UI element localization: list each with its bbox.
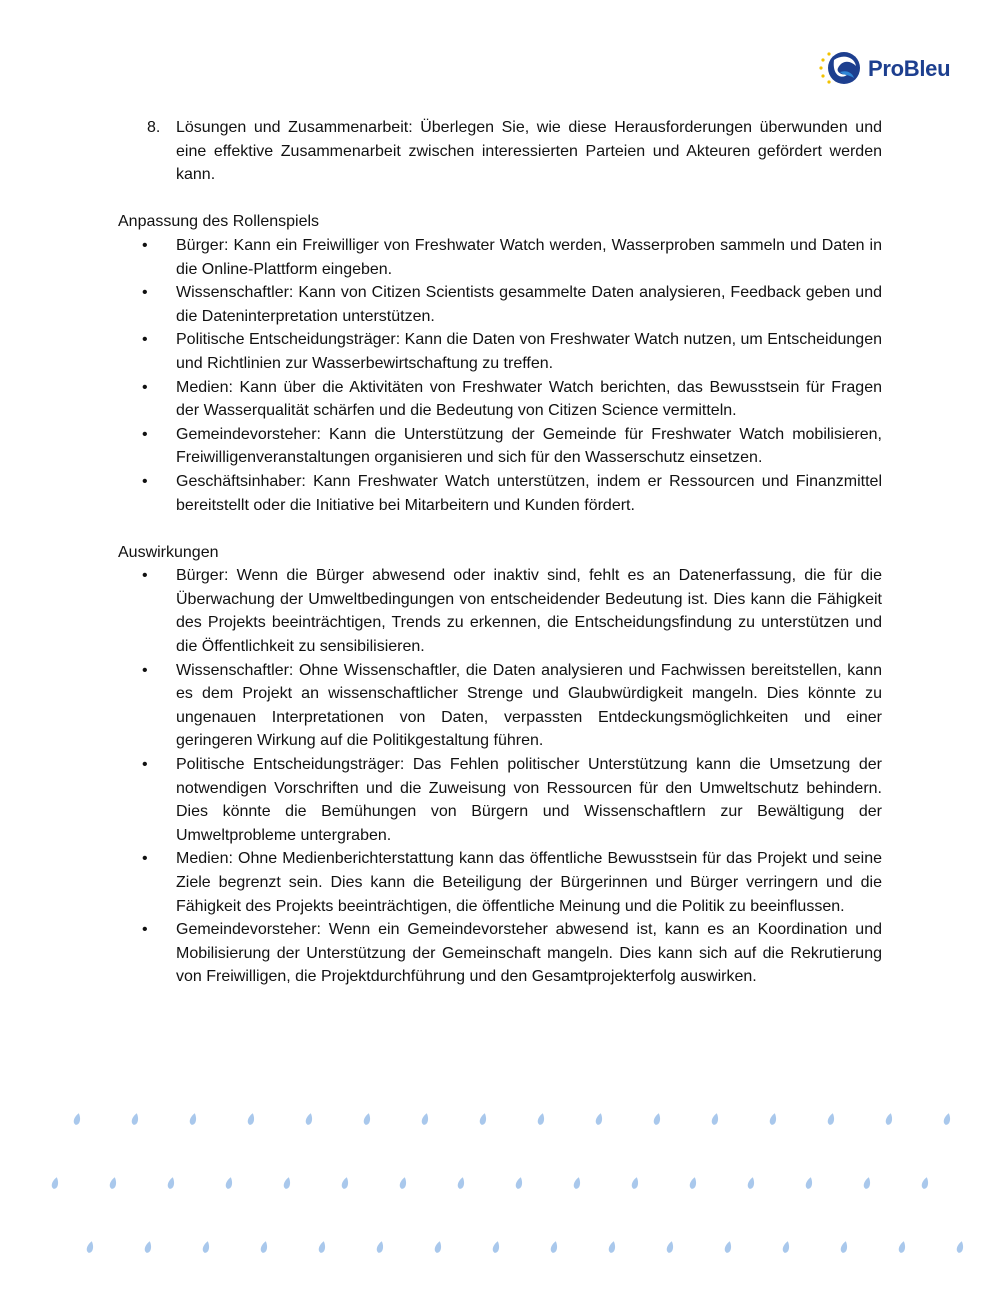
probleu-logo <box>816 46 966 90</box>
bullet: • <box>142 378 148 396</box>
numbered-item <box>118 116 882 187</box>
water-drop-icon <box>305 1112 314 1125</box>
section-heading-auswirkungen: Auswirkungen <box>118 543 219 561</box>
water-drop-icon <box>86 1240 95 1253</box>
water-drop-icon <box>189 1112 198 1125</box>
water-drop-icon <box>260 1240 269 1253</box>
water-drop-icon <box>167 1176 176 1189</box>
water-drop-icon <box>73 1112 82 1125</box>
list-item <box>118 470 882 517</box>
water-drop-icon <box>457 1176 466 1189</box>
list-item-text: Bürger: Wenn die Bürger abwesend oder inaktiv sind, fehlt es an Datenerfassung, die für die Überwachung der Umweltbedingungen von entscheidender Bedeutung ist. Dies kann die Fähigkeit des Projekts beeinträchtigen, Trends zu erkennen, die Entscheidungsfindung zu unterstützen und die Öffentlichkeit zu sensibilisieren. <box>176 567 882 656</box>
list-item-text: Gemeindevorsteher: Wenn ein Gemeindevorsteher abwesend ist, kann es an Koordination und Mobilisierung der Unterstützung der Gemeinschaft mangeln. Dies kann sich auf die Rekrutierung von Freiwilligen, die Projektdurchführung und den Gesamtprojekterfolg auswirken. <box>176 921 882 986</box>
water-drop-icon <box>769 1112 778 1125</box>
water-drop-icon <box>573 1176 582 1189</box>
bullet: • <box>142 756 148 774</box>
water-drop-icon <box>921 1176 930 1189</box>
water-drop-icon <box>863 1176 872 1189</box>
water-drop-icon <box>421 1112 430 1125</box>
water-drop-icon <box>747 1176 756 1189</box>
list-item <box>118 423 882 470</box>
bullet: • <box>142 567 148 585</box>
water-drop-icon <box>492 1240 501 1253</box>
water-drop-icon <box>956 1240 965 1253</box>
water-drop-icon <box>515 1176 524 1189</box>
list-item <box>118 847 882 918</box>
bullet: • <box>142 425 148 443</box>
water-drop-icon <box>363 1112 372 1125</box>
water-drop-icon <box>711 1112 720 1125</box>
list-item <box>118 918 882 989</box>
water-drop-icon <box>898 1240 907 1253</box>
list-item-text: Medien: Kann über die Aktivitäten von Freshwater Watch berichten, das Bewusstsein für Fragen der Wasserqualität schärfen und die Bedeutung von Citizen Science vermitteln. <box>176 378 882 420</box>
water-drop-icon <box>479 1112 488 1125</box>
water-drop-icon <box>689 1176 698 1189</box>
bullet: • <box>142 284 148 302</box>
water-drop-icon <box>840 1240 849 1253</box>
list-item <box>118 234 882 281</box>
section-heading-rollenspiel: Anpassung des Rollenspiels <box>118 213 320 231</box>
water-drop-icon <box>631 1176 640 1189</box>
water-drop-icon <box>341 1176 350 1189</box>
list-item-text: Medien: Ohne Medienberichterstattung kann das öffentliche Bewusstsein für das Projekt und seine Ziele begrenzt sein. Dies kann die Beteiligung der Bürgerinnen und Bürger verringern und die Fähigkeit des Projekts beeinträchtigen, die öffentliche Meinung und die Politik zu beeinflussen. <box>176 850 882 915</box>
water-drop-icon <box>131 1112 140 1125</box>
water-drop-icon <box>724 1240 733 1253</box>
water-drop-icon <box>666 1240 675 1253</box>
water-drop-icon <box>225 1176 234 1189</box>
item-number: 8. <box>147 119 161 136</box>
list-item-text: Wissenschaftler: Kann von Citizen Scientists gesammelte Daten analysieren, Feedback geben und die Dateninterpretation unterstützen. <box>176 284 882 325</box>
bullet: • <box>142 472 148 490</box>
logo-emblem-icon <box>816 46 868 90</box>
bullet: • <box>142 921 148 939</box>
water-drop-icon <box>202 1240 211 1253</box>
document-body <box>118 116 882 989</box>
bullet: • <box>142 850 148 868</box>
water-drop-icon <box>247 1112 256 1125</box>
bullet: • <box>142 331 148 349</box>
list-item <box>118 753 882 847</box>
bullet: • <box>142 661 148 679</box>
list-item <box>118 659 882 753</box>
list-item <box>118 564 882 658</box>
water-drop-icon <box>805 1176 814 1189</box>
impact-list <box>118 564 882 989</box>
list-item-text: Bürger: Kann ein Freiwilliger von Freshwater Watch werden, Wasserproben sammeln und Daten in die Online-Plattform eingeben. <box>176 236 882 278</box>
water-drop-icon <box>109 1176 118 1189</box>
water-drop-icon <box>827 1112 836 1125</box>
list-item-text: Gemeindevorsteher: Kann die Unterstützung der Gemeinde für Freshwater Watch mobilisieren, Freiwilligenveranstaltungen organisieren und sich für den Wasserschutz einsetzen. <box>176 425 882 467</box>
water-drop-icon <box>318 1240 327 1253</box>
bullet: • <box>142 236 148 254</box>
list-item <box>118 328 882 375</box>
list-item-text: Wissenschaftler: Ohne Wissenschaftler, die Daten analysieren und Fachwissen bereitstellen, kann es dem Projekt an wissenschaftlicher Strenge und Glaubwürdigkeit mangeln. Dies könnte zu ungenauen Interpretationen von Daten, verpassten Entdeckungsmöglichkeiten und einer geringeren Wirkung auf die Politikgestaltung führen. <box>176 661 882 750</box>
logo-text: ProBleu <box>868 56 951 81</box>
water-drop-icon <box>550 1240 559 1253</box>
water-drop-icon <box>283 1176 292 1189</box>
water-drop-icon <box>653 1112 662 1125</box>
water-drop-icon <box>537 1112 546 1125</box>
list-item <box>118 376 882 423</box>
water-drop-icon <box>595 1112 604 1125</box>
water-drop-icon <box>943 1112 952 1125</box>
water-drop-icon <box>434 1240 443 1253</box>
role-list <box>118 234 882 517</box>
water-drop-icon <box>399 1176 408 1189</box>
water-drop-icon <box>885 1112 894 1125</box>
list-item <box>118 281 882 328</box>
list-item-text: Geschäftsinhaber: Kann Freshwater Watch unterstützen, indem er Ressourcen und Finanzmittel bereitstellt oder die Initiative bei Mitarbeitern und Kunden fördert. <box>176 472 882 514</box>
water-drop-icon <box>782 1240 791 1253</box>
water-drop-icon <box>144 1240 153 1253</box>
list-item-text: Politische Entscheidungsträger: Das Fehlen politischer Unterstützung kann die Umsetzung der notwendigen Vorschriften und die Zuweisung von Ressourcen für den Umweltschutz behindern. Dies könnte die Bemühungen von Bürgern und Wissenschaftlern zur Bewältigung der Umweltprobleme untergraben. <box>176 756 882 844</box>
water-drop-icon <box>51 1176 60 1189</box>
water-drop-icon <box>376 1240 385 1253</box>
water-drop-pattern <box>0 1100 1000 1280</box>
water-drop-icon <box>608 1240 617 1253</box>
list-item-text: Politische Entscheidungsträger: Kann die Daten von Freshwater Watch nutzen, um Entscheidungen und Richtlinien zur Wasserbewirtschaftung zu treffen. <box>176 331 882 372</box>
item-text: Lösungen und Zusammenarbeit: Überlegen Sie, wie diese Herausforderungen überwunden und eine effektive Zusammenarbeit zwischen interessierten Parteien und Akteuren gefördert werden kann. <box>176 119 882 184</box>
